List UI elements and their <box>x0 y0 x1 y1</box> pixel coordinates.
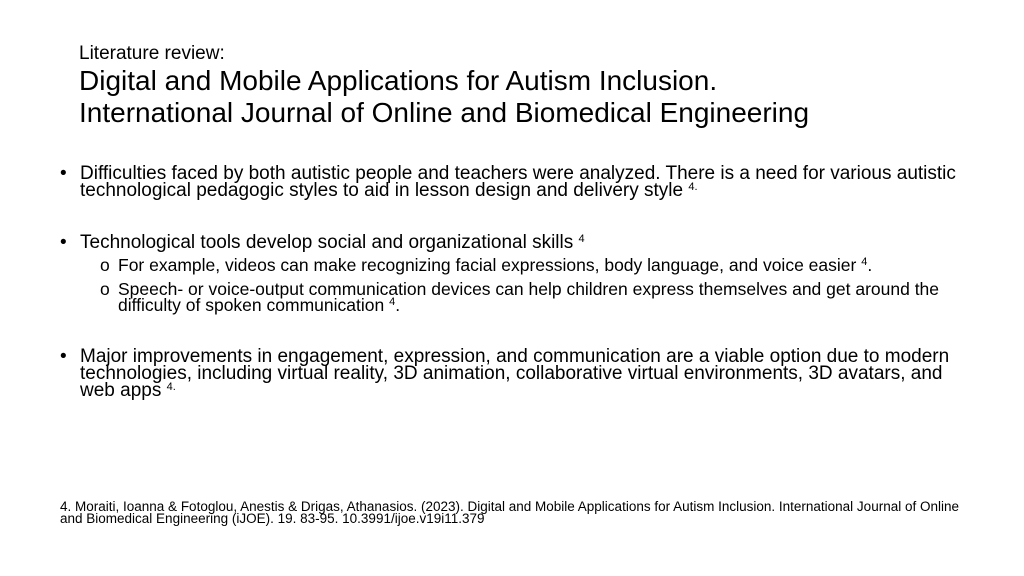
bullet-text: Difficulties faced by both autistic people and teachers were analyzed. There is a need for various autistic technological pedagogic styles to aid in lesson design and delivery style <box>80 163 956 201</box>
citation-superscript: 4. <box>166 381 176 393</box>
bullet-item-major-improvements <box>60 348 960 399</box>
bullet-list <box>60 165 960 399</box>
bullet-marker: • <box>60 163 67 184</box>
sub-bullet-communication-devices <box>60 281 960 313</box>
citation-superscript: 4. <box>688 181 698 193</box>
sub-bullet-marker: o <box>100 255 110 275</box>
reference-footnote: 4. Moraiti, Ioanna & Fotoglou, Anestis & Drigas, Athanasios. (2023). Digital and Mobile Applications for Autism Inclusion. International Journal of Online and Biomedical Engineering (iJOE). 19. 83-95. 10.3991/ijoe.v19i11.379 <box>60 499 959 526</box>
bullet-marker: • <box>60 232 67 253</box>
slide-title-line-2: International Journal of Online and Biomedical Engineering <box>79 97 810 128</box>
slide-subtitle: Literature review: <box>79 43 225 64</box>
sub-bullet-videos <box>60 257 960 273</box>
sub-bullet-marker: o <box>100 279 110 299</box>
title-block <box>79 43 979 129</box>
sub-bullet-text: For example, videos can make recognizing facial expressions, body language, and voice easier <box>118 255 857 275</box>
bullet-marker: • <box>60 346 67 367</box>
sub-bullet-text: Speech- or voice-output communication devices can help children express themselves and get around the difficulty of spoken communication <box>118 279 940 315</box>
sub-bullet-tail: . <box>867 255 873 275</box>
slide-title-line-1: Digital and Mobile Applications for Autism Inclusion. <box>79 65 718 96</box>
citation-superscript: 4 <box>389 296 396 308</box>
bullet-text: Technological tools develop social and organizational skills <box>80 232 574 253</box>
bullet-item-technological-tools <box>60 234 960 251</box>
bullet-text: Major improvements in engagement, expression, and communication are a viable option due to modern technologies, including virtual reality, 3D animation, collaborative virtual environments, 3D avatars, and web apps <box>80 346 950 401</box>
bullet-item-difficulties <box>60 165 960 199</box>
citation-superscript: 4 <box>861 256 868 268</box>
citation-superscript: 4 <box>578 233 585 245</box>
sub-bullet-tail: . <box>395 295 401 315</box>
